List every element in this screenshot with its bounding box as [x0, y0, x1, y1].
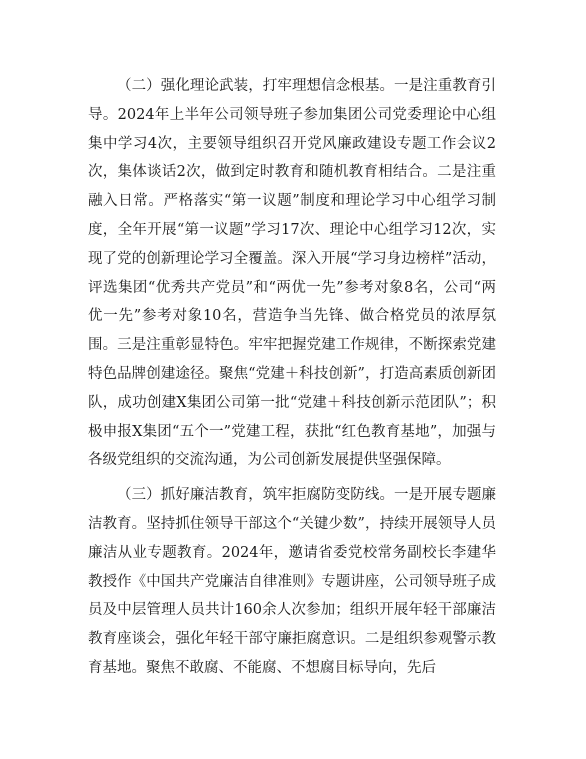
paragraph-integrity-education: （三）抓好廉洁教育，筑牢拒腐防变防线。一是开展专题廉洁教育。坚持抓住领导干部这个“关键少数”，持续开展领导人员廉洁从业专题教育。2024年，邀请省委党校常务副校长李建华教授作《中国共产党廉洁自律准则》专题讲座，公司领导班子成员及中层管理人员共计160余人次参加；组织开展年轻干部廉洁教育座谈会，强化年轻干部守廉拒腐意识。二是组织参观警示教育基地。聚焦不敢腐、不能腐、不想腐目标导向，先后	[88, 487, 496, 676]
document-page	[88, 72, 496, 689]
paragraph-theory-study: （二）强化理论武装，打牢理想信念根基。一是注重教育引导。2024年上半年公司领导班子参加集团公司党委理论中心组集中学习4次，主要领导组织召开党风廉政建设专题工作会议2次，集体谈话2次，做到定时教育和随机教育相结合。二是注重融入日常。严格落实“第一议题”制度和理论学习中心组学习制度，全年开展“第一议题”学习17次、理论中心组学习12次，实现了党的创新理论学习全覆盖。深入开展“学习身边榜样”活动，评选集团“优秀共产党员”和“两优一先”参考对象8名，公司“两优一先”参考对象10名，营造争当先锋、做合格党员的浓厚氛围。三是注重彰显特色。牢牢把握党建工作规律，不断探索党建特色品牌创建途径。聚焦“党建＋科技创新”，打造高素质创新团队，成功创建X集团公司第一批“党建＋科技创新示范团队”；积极申报X集团“五个一”党建工程，获批“红色教育基地”，加强与各级党组织的交流沟通，为公司创新发展提供坚强保障。	[88, 78, 496, 469]
